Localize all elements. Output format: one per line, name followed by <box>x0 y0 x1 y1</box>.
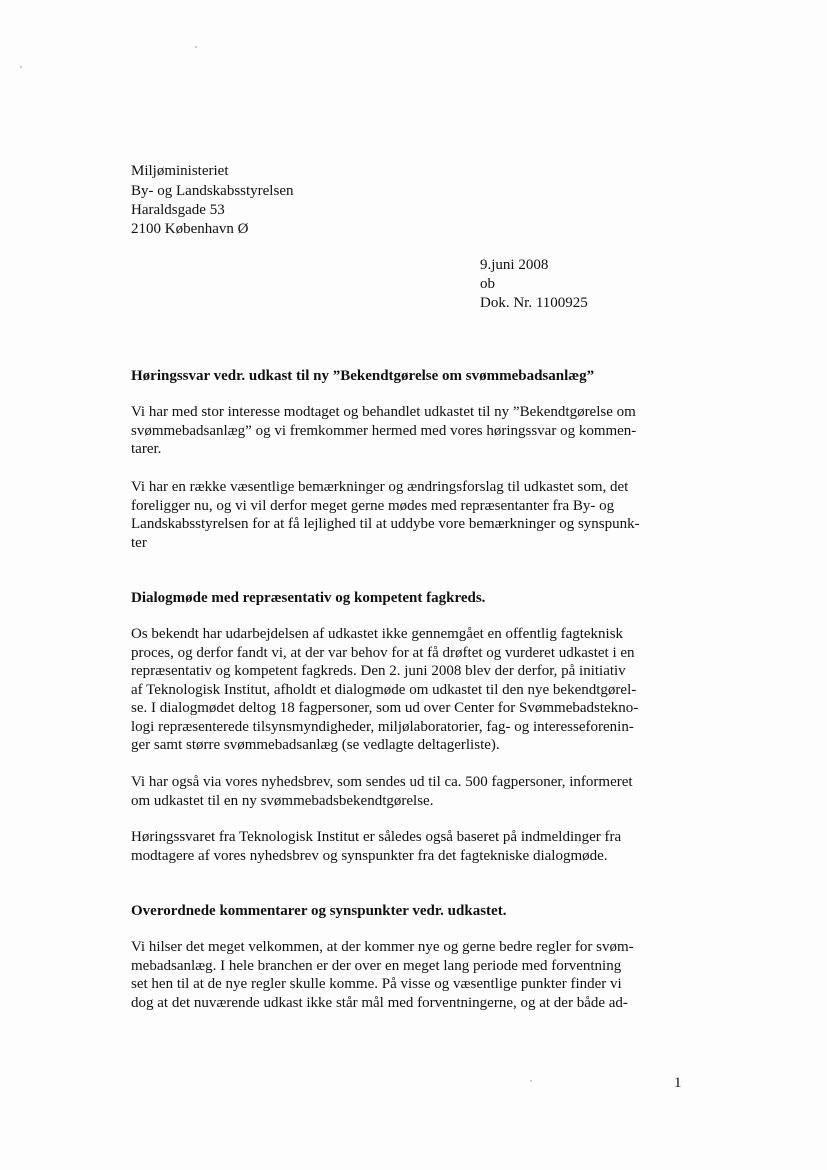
recipient-line: By- og Landskabsstyrelsen <box>131 183 294 199</box>
paragraph-line: modtagere af vores nyhedsbrev og synspunkter fra det fagtekniske dialogmøde. <box>131 847 608 864</box>
scan-speck <box>195 46 197 48</box>
paragraph-line: ter <box>131 534 147 551</box>
subject-heading: Høringssvar vedr. udkast til ny ”Bekendtgørelse om svømmebadsanlæg” <box>131 368 595 384</box>
paragraph-line: proces, og derfor fandt vi, at der var behov for at få drøftet og vurderet udkastet i en <box>131 644 635 661</box>
paragraph-line: Landskabsstyrelsen for at få lejlighed til at uddybe vore bemærkninger og synspunk- <box>131 516 640 532</box>
paragraph-line: Os bekendt har udarbejdelsen af udkastet ikke gennemgået en offentlig fagteknisk <box>131 626 624 642</box>
scan-speck <box>530 1080 532 1082</box>
section-heading: Overordnede kommentarer og synspunkter vedr. udkastet. <box>131 903 507 919</box>
paragraph-line: Vi har med stor interesse modtaget og behandlet udkastet til ny ”Bekendtgørelse om <box>131 404 636 420</box>
paragraph-line: repræsentativ og kompetent fagkreds. Den 2. juni 2008 blev der derfor, på initiativ <box>131 663 626 679</box>
paragraph-line: set hen til at de nye regler skulle komme. På visse og væsentlige punkter finder vi <box>131 976 622 992</box>
recipient-line: Miljøministeriet <box>131 163 229 179</box>
paragraph-line: af Teknologisk Institut, afholdt et dialogmøde om udkastet til den nye bekendtgørel- <box>131 681 637 698</box>
page-number: 1 <box>674 1075 682 1091</box>
recipient-line: 2100 København Ø <box>131 221 249 237</box>
paragraph-line: Vi har også via vores nyhedsbrev, som sendes ud til ca. 500 fagpersoner, informeret <box>131 774 633 790</box>
paragraph-line: Høringssvaret fra Teknologisk Institut er således også baseret på indmeldinger fra <box>131 829 622 845</box>
document-initials: ob <box>480 276 495 292</box>
paragraph-line: tarer. <box>131 441 162 457</box>
recipient-line: Haraldsgade 53 <box>131 202 225 218</box>
document-date: 9.juni 2008 <box>480 257 549 273</box>
paragraph-line: dog at det nuværende udkast ikke står mål med forventningerne, og at der både ad- <box>131 994 628 1011</box>
intro-paragraph <box>131 403 691 459</box>
section-paragraph <box>131 773 691 810</box>
paragraph-line: svømmebadsanlæg” og vi fremkommer hermed med vores høringssvar og kommen- <box>131 422 637 439</box>
paragraph-line: ger samt større svømmebadsanlæg (se vedlagte deltagerliste). <box>131 737 500 753</box>
section-heading: Dialogmøde med repræsentativ og kompetent fagkreds. <box>131 590 486 606</box>
section-paragraph <box>131 625 691 755</box>
paragraph-line: foreligger nu, og vi vil derfor meget gerne mødes med repræsentanter fra By- og <box>131 497 615 514</box>
paragraph-line: mebadsanlæg. I hele branchen er der over en meget lang periode med forventning <box>131 957 622 974</box>
section-paragraph <box>131 938 691 1012</box>
paragraph-line: om udkastet til en ny svømmebadsbekendtgørelse. <box>131 792 434 809</box>
section-paragraph <box>131 828 691 865</box>
paragraph-line: logi repræsenterede tilsynsmyndigheder, miljølaboratorier, fag- og interesseforenin- <box>131 718 634 735</box>
paragraph-line: se. I dialogmødet deltog 18 fagpersoner, som ud over Center for Svømmebadstekno- <box>131 700 639 716</box>
intro-paragraph <box>131 478 691 552</box>
paragraph-line: Vi har en række væsentlige bemærkninger og ændringsforslag til udkastet som, det <box>131 479 629 495</box>
paragraph-line: Vi hilser det meget velkommen, at der kommer nye og gerne bedre regler for svøm- <box>131 939 634 955</box>
scan-speck <box>20 66 22 68</box>
document-number: Dok. Nr. 1100925 <box>480 295 588 311</box>
